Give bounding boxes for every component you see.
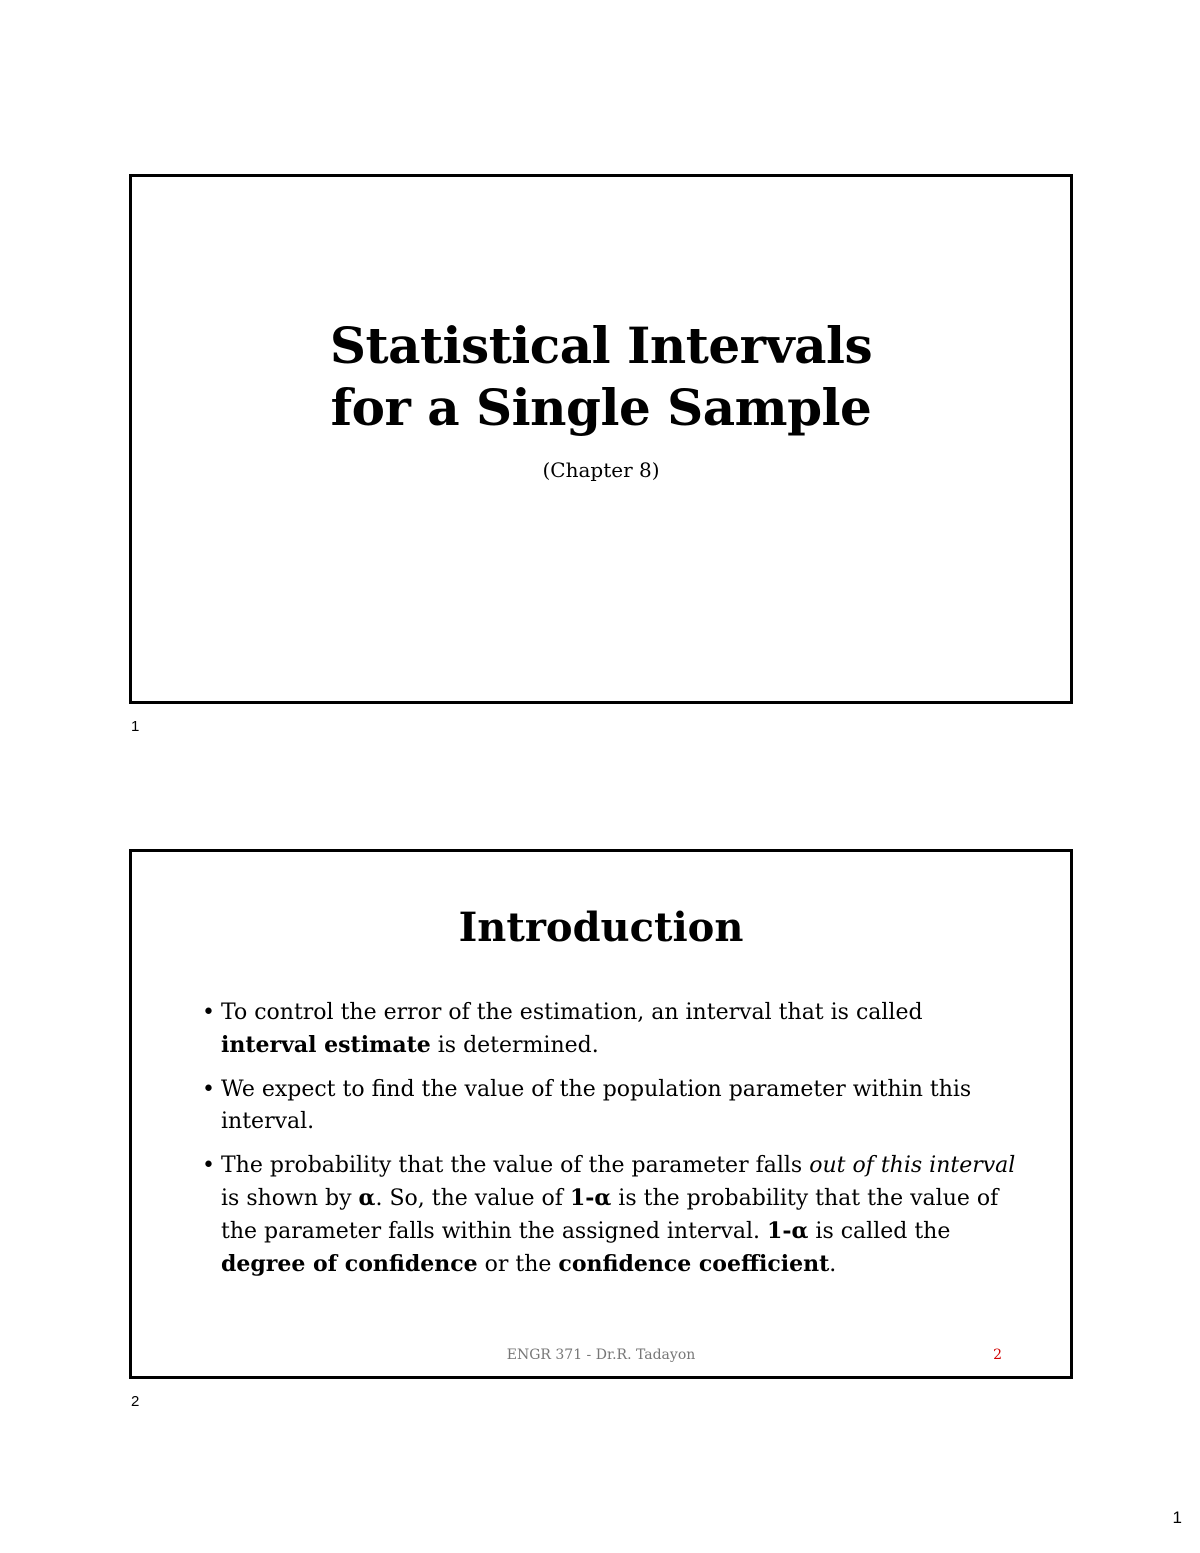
slide-1-subtitle: (Chapter 8) <box>542 458 660 482</box>
page-number: 1 <box>1172 1508 1182 1527</box>
bullet-item-1 <box>202 997 1022 1062</box>
slide-2-footer: ENGR 371 - Dr.R. Tadayon <box>506 1347 696 1363</box>
bullet-1-bold-interval-estimate: interval estimate <box>221 1032 431 1058</box>
slide-2-footer-page-number: 2 <box>993 1347 1002 1363</box>
bullet-3-bold-one-minus-alpha: 1-α <box>569 1185 612 1211</box>
bullet-3-bold-degree-of-confidence: degree of confidence <box>221 1251 478 1277</box>
slide-2-heading: Introduction <box>458 904 744 951</box>
bullet-3-text-d: is the probability that the value of the parameter falls within the assigned interval. <box>221 1186 999 1244</box>
bullet-3-text-a: The probability that the value of the parameter falls <box>221 1153 810 1178</box>
slide-2-label: 2 <box>131 1393 140 1410</box>
title-line-2: for a Single Sample <box>330 378 872 437</box>
bullet-1-text-b: is determined. <box>430 1033 599 1058</box>
title-line-1: Statistical Intervals <box>329 316 873 375</box>
slide-1-title <box>132 315 1070 439</box>
bullet-item-3 <box>202 1150 1022 1281</box>
bullet-3-text-g: . <box>829 1252 837 1277</box>
bullet-item-2 <box>202 1074 1022 1138</box>
bullet-3-text-e: is called the <box>808 1219 951 1244</box>
bullet-3-bold-confidence-coefficient: confidence coefficient <box>558 1251 830 1277</box>
bullet-icon: • <box>202 1077 215 1102</box>
bullet-icon: • <box>202 1000 215 1025</box>
slide-1 <box>129 174 1073 704</box>
bullet-3-text-b: is shown by <box>221 1186 359 1211</box>
bullet-3-bold-alpha: α <box>358 1185 376 1211</box>
slide-1-label: 1 <box>131 718 140 735</box>
bullet-icon: • <box>202 1153 215 1178</box>
bullet-list <box>202 997 1022 1293</box>
bullet-3-bold-one-minus-alpha-2: 1-α <box>767 1218 809 1244</box>
bullet-1-text-a: To control the error of the estimation, an interval that is called <box>221 1000 923 1025</box>
bullet-3-text-c: . So, the value of <box>375 1186 570 1211</box>
bullet-3-italic: out of this interval <box>809 1153 1016 1178</box>
slide-2 <box>129 849 1073 1379</box>
bullet-3-text-f: or the <box>477 1252 559 1277</box>
bullet-2-text: We expect to find the value of the population parameter within this interval. <box>221 1077 972 1134</box>
